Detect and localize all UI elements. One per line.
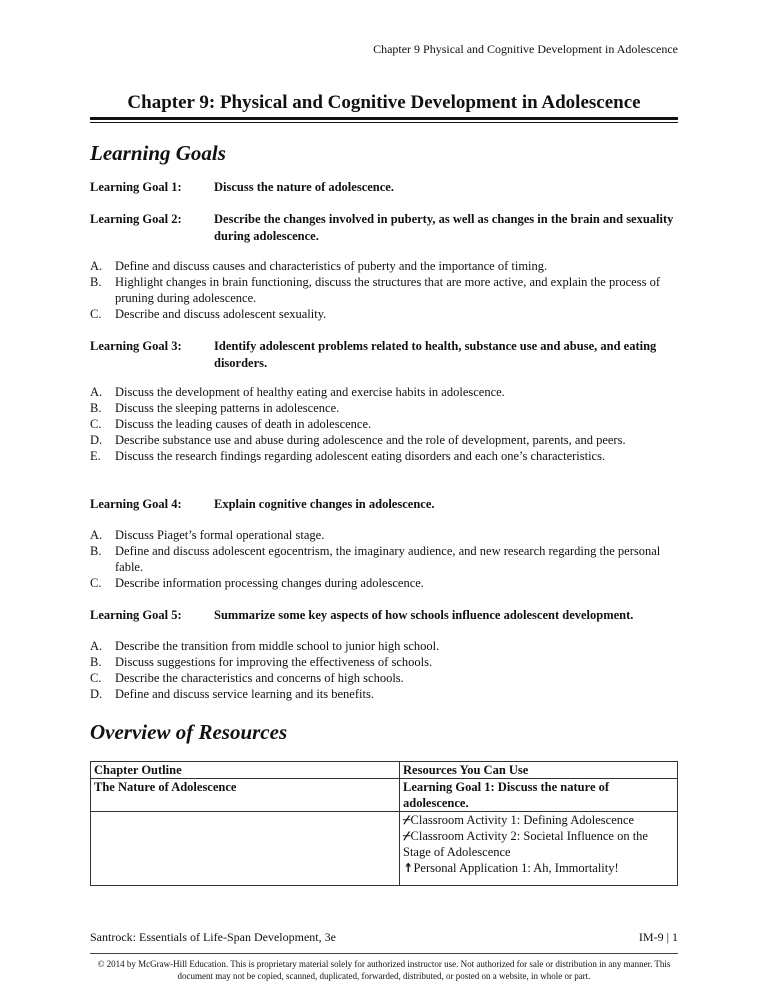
footer-rule (90, 953, 678, 954)
item-letter: C. (90, 307, 102, 321)
resource-item (403, 812, 674, 828)
resource-text: Personal Application 1: Ah, Immortality! (413, 861, 619, 875)
copyright-notice: © 2014 by McGraw-Hill Education. This is proprietary material solely for authorized instructor use. Not authorized for sale or distribution in any manner. This document may not be copied, scanned, duplicated, forwarded, distributed, or posted on a website, in whole or part. (97, 959, 671, 981)
resource-item (403, 860, 674, 876)
list-item (90, 575, 690, 591)
activity-icon: ⌿ (403, 813, 411, 827)
column-header: Resources You Can Use (400, 762, 678, 779)
goal-label: Learning Goal 5: (90, 608, 182, 622)
item-letter: C. (90, 576, 102, 590)
application-icon: ↟ (403, 861, 414, 875)
list-item (90, 416, 690, 432)
goal-text: Explain cognitive changes in adolescence. (214, 497, 435, 511)
goal-2-objectives (90, 258, 690, 322)
resource-list-cell (400, 812, 678, 886)
item-text: Describe the transition from middle school to junior high school. (115, 639, 440, 653)
item-letter: B. (90, 275, 102, 289)
list-item (90, 448, 690, 464)
list-item (90, 638, 690, 654)
learning-goal-1 (90, 179, 690, 196)
goal-text: Describe the changes involved in puberty, as well as changes in the brain and sexuality during adolescence. (214, 212, 674, 243)
list-item (90, 432, 690, 448)
item-text: Define and discuss adolescent egocentrism, the imaginary audience, and new research regarding the personal fable. (115, 544, 661, 574)
item-text: Highlight changes in brain functioning, discuss the structures that are more active, and explain the process of pruning during adolescence. (115, 275, 660, 305)
footer-book-title: Santrock: Essentials of Life-Span Development, 3e (90, 930, 336, 944)
chapter-title: Chapter 9: Physical and Cognitive Development in Adolescence (127, 92, 641, 113)
goal-5-objectives (90, 638, 690, 702)
learning-goal-2 (90, 211, 690, 245)
item-letter: D. (90, 433, 103, 447)
item-letter: A. (90, 639, 103, 653)
resource-item (403, 828, 674, 860)
list-item (90, 543, 690, 575)
list-item (90, 274, 690, 306)
goal-3-objectives (90, 384, 690, 464)
list-item (90, 686, 690, 702)
goal-4-objectives (90, 527, 690, 591)
footer-page-number: IM-9 | 1 (638, 930, 678, 944)
item-letter: C. (90, 671, 102, 685)
item-text: Discuss the research findings regarding adolescent eating disorders and each one’s characteristics. (115, 449, 606, 463)
goal-text: Identify adolescent problems related to health, substance use and abuse, and eating disorders. (214, 339, 657, 370)
item-letter: E. (90, 449, 101, 463)
learning-goal-3 (90, 338, 690, 372)
table-row (91, 812, 678, 886)
column-header: Chapter Outline (91, 762, 400, 779)
list-item (90, 527, 690, 543)
outline-cell-empty (91, 812, 400, 886)
item-letter: B. (90, 655, 102, 669)
item-letter: C. (90, 417, 102, 431)
item-text: Discuss the leading causes of death in adolescence. (115, 417, 372, 431)
activity-icon: ⌿ (403, 829, 411, 843)
list-item (90, 654, 690, 670)
list-item (90, 258, 690, 274)
title-rule-thick (90, 117, 678, 120)
item-letter: B. (90, 544, 102, 558)
learning-goals-heading: Learning Goals (90, 141, 226, 165)
item-text: Discuss suggestions for improving the effectiveness of schools. (115, 655, 433, 669)
resource-text: Classroom Activity 2: Societal Influence on the Stage of Adolescence (403, 829, 648, 859)
list-item (90, 400, 690, 416)
item-text: Describe substance use and abuse during adolescence and the role of development, parents, and peers. (115, 433, 626, 447)
goal-label: Learning Goal 2: (90, 212, 182, 226)
goal-text: Discuss the nature of adolescence. (214, 180, 394, 194)
learning-goal-4 (90, 496, 690, 513)
list-item (90, 306, 690, 322)
item-letter: A. (90, 259, 103, 273)
table-row (91, 779, 678, 812)
item-text: Define and discuss service learning and its benefits. (115, 687, 374, 701)
item-text: Discuss Piaget’s formal operational stage. (115, 528, 325, 542)
learning-goal-5 (90, 607, 690, 624)
resource-cell: Learning Goal 1: Discuss the nature of adolescence. (400, 779, 678, 812)
item-letter: D. (90, 687, 103, 701)
item-letter: A. (90, 528, 103, 542)
goal-text: Summarize some key aspects of how schools influence adolescent development. (214, 608, 634, 622)
overview-heading: Overview of Resources (90, 720, 288, 744)
goal-label: Learning Goal 4: (90, 497, 182, 511)
resource-text: Classroom Activity 1: Defining Adolescence (410, 813, 635, 827)
item-letter: B. (90, 401, 102, 415)
list-item (90, 384, 690, 400)
running-header: Chapter 9 Physical and Cognitive Development in Adolescence (373, 42, 678, 56)
item-text: Define and discuss causes and characteristics of puberty and the importance of timing. (115, 259, 548, 273)
table-header-row (91, 762, 678, 779)
item-text: Describe and discuss adolescent sexuality. (115, 307, 327, 321)
outline-cell: The Nature of Adolescence (91, 779, 400, 812)
item-text: Describe information processing changes during adolescence. (115, 576, 424, 590)
goal-label: Learning Goal 1: (90, 180, 182, 194)
resources-table (90, 761, 678, 886)
list-item (90, 670, 690, 686)
goal-label: Learning Goal 3: (90, 339, 182, 353)
item-letter: A. (90, 385, 103, 399)
item-text: Discuss the sleeping patterns in adolescence. (115, 401, 340, 415)
title-rule-thin (90, 122, 678, 123)
item-text: Discuss the development of healthy eating and exercise habits in adolescence. (115, 385, 505, 399)
item-text: Describe the characteristics and concerns of high schools. (115, 671, 404, 685)
